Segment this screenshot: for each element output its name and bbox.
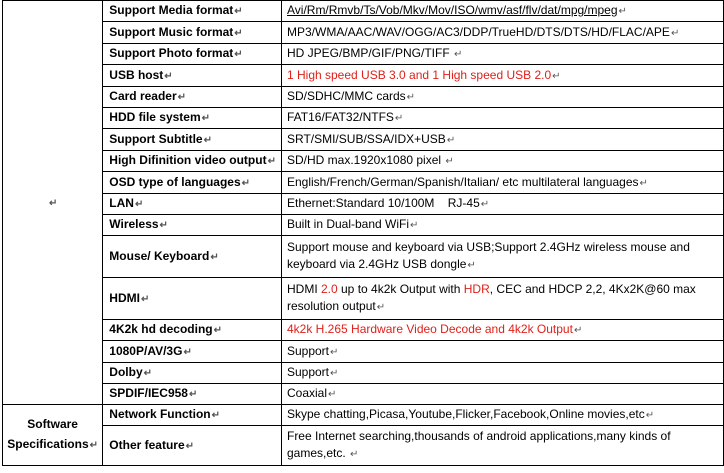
spec-label: Card reader↵: [103, 87, 282, 108]
spec-value: Support↵: [281, 341, 723, 363]
spec-label: LAN↵: [103, 194, 282, 215]
spec-value: HDMI 2.0 up to 4k2k Output with HDR, CEC and HDCP 2,2, 4Kx2K@60 max resolution output↵: [281, 278, 723, 320]
spec-label: 1080P/AV/3G↵: [103, 341, 282, 363]
spec-value: Support↵: [281, 363, 723, 384]
spec-value: 4k2k H.265 Hardware Video Decode and 4k2k Output↵: [281, 320, 723, 341]
spec-row: [3, 44, 724, 65]
spec-value: Avi/Rm/Rmvb/Ts/Vob/Mkv/Mov/ISO/wmv/asf/flv/dat/mpg/mpeg↵: [281, 1, 723, 22]
spec-value: English/French/German/Spanish/Italian/ etc multilateral languages↵: [281, 172, 723, 194]
spec-row: [3, 129, 724, 151]
category-cell-software: Software Specifications↵: [3, 405, 103, 466]
spec-row: [3, 194, 724, 215]
spec-label: Mouse/ Keyboard↵: [103, 236, 282, 278]
spec-label: Network Function↵: [103, 405, 282, 426]
spec-value: SD/SDHC/MMC cards↵: [281, 87, 723, 108]
spec-value: 1 High speed USB 3.0 and 1 High speed USB 2.0↵: [281, 65, 723, 87]
spec-row: [3, 215, 724, 236]
spec-table: [2, 0, 724, 466]
spec-row: [3, 405, 724, 426]
spec-label: Support Music format↵: [103, 22, 282, 44]
spec-value: FAT16/FAT32/NTFS↵: [281, 108, 723, 129]
spec-label: HDMI↵: [103, 278, 282, 320]
spec-label: 4K2k hd decoding↵: [103, 320, 282, 341]
spec-row: [3, 426, 724, 466]
spec-row: [3, 363, 724, 384]
spec-row: [3, 236, 724, 278]
spec-label: Dolby↵: [103, 363, 282, 384]
spec-value: Built in Dual-band WiFi↵: [281, 215, 723, 236]
spec-value: SRT/SMI/SUB/SSA/IDX+USB↵: [281, 129, 723, 151]
spec-label: USB host↵: [103, 65, 282, 87]
spec-label: Other feature↵: [103, 426, 282, 466]
spec-value: SD/HD max.1920x1080 pixel ↵: [281, 151, 723, 172]
category-cell: ↵: [3, 1, 103, 405]
spec-row: [3, 108, 724, 129]
spec-row: [3, 87, 724, 108]
spec-row: [3, 320, 724, 341]
spec-row: [3, 1, 724, 22]
spec-row: [3, 65, 724, 87]
spec-row: [3, 22, 724, 44]
spec-label: Wireless↵: [103, 215, 282, 236]
spec-label: HDD file system↵: [103, 108, 282, 129]
spec-value: HD JPEG/BMP/GIF/PNG/TIFF ↵: [281, 44, 723, 65]
spec-value: Coaxial↵: [281, 384, 723, 405]
spec-row: [3, 278, 724, 320]
spec-row: [3, 151, 724, 172]
spec-value: Support mouse and keyboard via USB;Support 2.4GHz wireless mouse and keyboard via 2.4GHz USB dongle↵: [281, 236, 723, 278]
spec-label: Support Photo format↵: [103, 44, 282, 65]
spec-value: Ethernet:Standard 10/100M RJ-45↵: [281, 194, 723, 215]
spec-value: Skype chatting,Picasa,Youtube,Flicker,Facebook,Online movies,etc↵: [281, 405, 723, 426]
spec-label: SPDIF/IEC958↵: [103, 384, 282, 405]
spec-label: High Difinition video output↵: [103, 151, 282, 172]
spec-row: [3, 172, 724, 194]
spec-value: Free Internet searching,thousands of android applications,many kinds of games,etc. ↵: [281, 426, 723, 466]
spec-label: Support Subtitle↵: [103, 129, 282, 151]
spec-row: [3, 341, 724, 363]
spec-row: [3, 384, 724, 405]
spec-value: MP3/WMA/AAC/WAV/OGG/AC3/DDP/TrueHD/DTS/DTS/HD/FLAC/APE↵: [281, 22, 723, 44]
spec-label: OSD type of languages↵: [103, 172, 282, 194]
spec-label: Support Media format↵: [103, 1, 282, 22]
